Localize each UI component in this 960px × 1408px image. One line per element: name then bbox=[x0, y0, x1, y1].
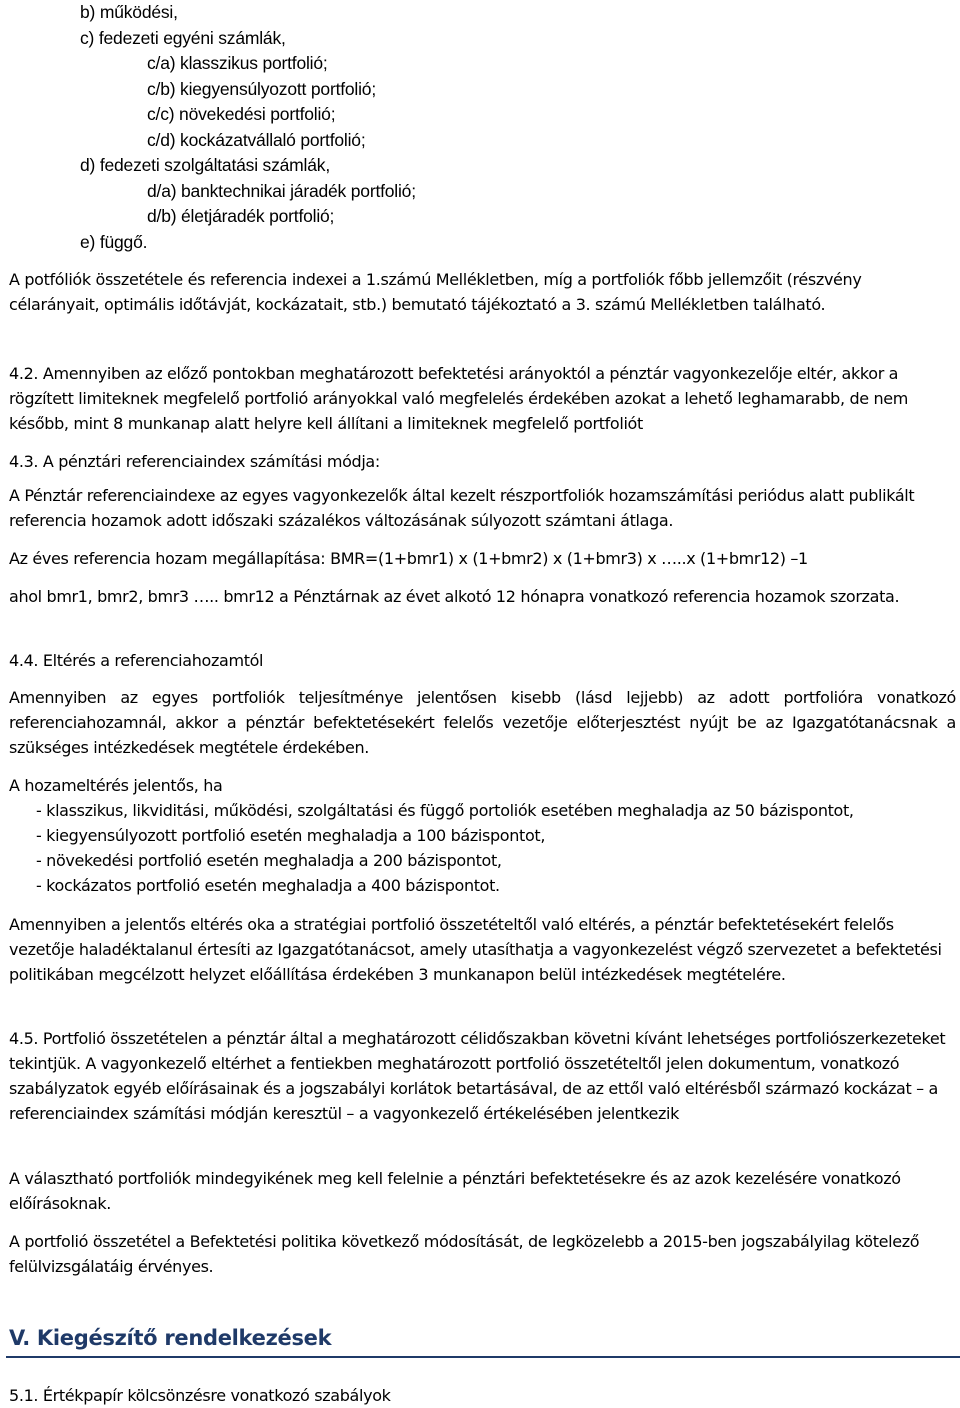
paragraph-significant-if: A hozameltérés jelentős, ha bbox=[9, 776, 223, 795]
paragraph-4-2: 4.2. Amennyiben az előző pontokban meghatározott befektetési arányoktól a pénztár vagyonkezelője eltér, akkor a rögzített limiteknek megfelelő portfolió arányokkal való megfelelés érdekében azokat a lehető leghamarabb, de nem később, mint 8 munkanap alatt helyre kell állítani a limiteknek megfelelő portfoliót bbox=[9, 364, 909, 433]
paragraph-5-1-heading: 5.1. Értékpapír kölcsönzésre vonatkozó szabályok bbox=[9, 1386, 391, 1405]
list-item: - kockázatos portfolió esetén meghaladja a 400 bázispontot. bbox=[36, 876, 500, 895]
list-item-cc: c/c) növekedési portfolió; bbox=[147, 104, 336, 124]
list-item: - növekedési portfolió esetén meghaladja a 200 bázispontot, bbox=[36, 851, 502, 870]
paragraph-reference-index: A Pénztár referenciaindexe az egyes vagyonkezelők által kezelt részportfoliók hozamszámítási periódus alatt publikált referencia hozamok adott időszaki százalékos változásának súlyozott számtani átlaga. bbox=[9, 486, 915, 530]
list-item-b: b) működési, bbox=[80, 2, 178, 22]
paragraph-selectable-portfolios: A választható portfoliók mindegyikének meg kell felelnie a pénztári befektetésekre és az azok kezelésére vonatkozó előírásoknak. bbox=[9, 1169, 901, 1213]
list-item-d: d) fedezeti szolgáltatási számlák, bbox=[80, 155, 330, 175]
section-divider bbox=[6, 1356, 960, 1358]
list-item: - kiegyensúlyozott portfolió esetén meghaladja a 100 bázispontot, bbox=[36, 826, 546, 845]
paragraph-strategic-deviation: Amennyiben a jelentős eltérés oka a stratégiai portfolió összetételtől való eltérés, a pénztár befektetésekért felelős vezetője haladéktalanul értesíti az Igazgatótanácsot, amely utasíthatja a vagyonkezelést végző szervezetet a befektetési politikában megcélzott helyzet előállítása érdekében 3 munkanapon belül intézkedések megtételére. bbox=[9, 915, 942, 984]
list-item-cb: c/b) kiegyensúlyozott portfolió; bbox=[147, 78, 376, 99]
list-item-ca: c/a) klasszikus portfolió; bbox=[147, 53, 328, 73]
paragraph-deviation: Amennyiben az egyes portfoliók teljesítménye jelentősen kisebb (lásd lejjebb) az adott portfolióra vonatkozó referenciahozamnál, akkor a pénztár befektetésekért felelős vezetője előterjesztést nyújt be az Igazgatótanácsnak a szükséges intézkedések megtétele érdekében. bbox=[9, 688, 956, 757]
portfolio-list bbox=[80, 0, 416, 255]
list-item: - klasszikus, likviditási, működési, szolgáltatási és függő portoliók esetében meghaladja az 50 bázispontot, bbox=[36, 801, 854, 820]
list-item-da: d/a) banktechnikai járadék portfolió; bbox=[147, 180, 416, 201]
list-item-e: e) függő. bbox=[80, 231, 148, 252]
paragraph-formula: Az éves referencia hozam megállapítása: BMR=(1+bmr1) x (1+bmr2) x (1+bmr3) x …..x (1+bmr12) –1 bbox=[9, 549, 808, 568]
list-item-db: d/b) életjáradék portfolió; bbox=[147, 206, 335, 226]
paragraph-bmr-definition: ahol bmr1, bmr2, bmr3 ….. bmr12 a Pénztárnak az évet alkotó 12 hónapra vonatkozó referencia hozamok szorzata. bbox=[9, 587, 900, 606]
section-heading: V. Kiegészítő rendelkezések bbox=[9, 1326, 332, 1350]
paragraph-validity: A portfolió összetétel a Befektetési politika következő módosítását, de legközelebb a 2015-ben jogszabályilag kötelező felülvizsgálatáig érvényes. bbox=[9, 1232, 920, 1276]
paragraph-4-4-heading: 4.4. Eltérés a referenciahozamtól bbox=[9, 651, 264, 670]
paragraph-4-3-heading: 4.3. A pénztári referenciaindex számítási módja: bbox=[9, 452, 380, 471]
paragraph-composition: A potfóliók összetétele és referencia indexei a 1.számú Mellékletben, míg a portfoliók főbb jellemzőit (részvény célarányait, optimális időtávját, kockázatait, stb.) bemutató tájékoztató a 3. számú Mellékletben található. bbox=[9, 270, 862, 314]
threshold-list bbox=[36, 798, 956, 898]
list-item-cd: c/d) kockázatvállaló portfolió; bbox=[147, 129, 366, 150]
paragraph-4-5: 4.5. Portfolió összetételen a pénztár által a meghatározott célidőszakban követni kívánt lehetséges portfoliószerkezeteket tekintjük. A vagyonkezelő eltérhet a fentiekben meghatározott portfolió összetételtől jelen dokumentum, vonatkozó szabályzatok egyéb előírásainak és a jogszabályi korlátok betartásával, de az ettől való eltérésből származó kockázat – a referenciaindex számítási módján keresztül – a vagyonkezelő értékelésében jelentkezik bbox=[9, 1029, 946, 1123]
list-item-c: c) fedezeti egyéni számlák, bbox=[80, 27, 286, 48]
